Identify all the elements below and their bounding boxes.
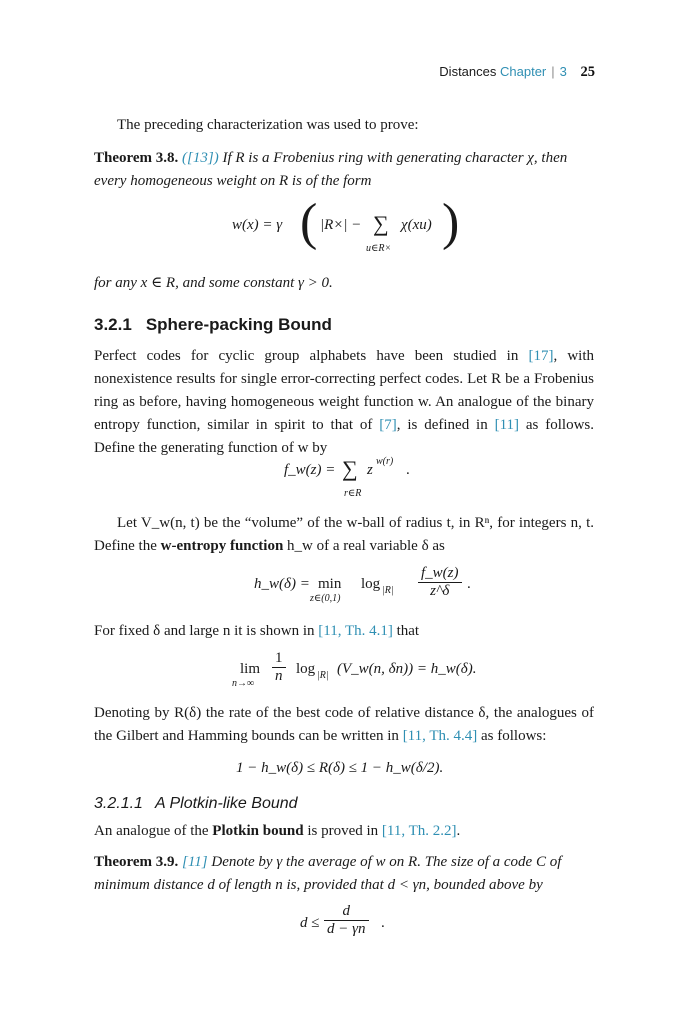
chapter-number: 3 [559,64,567,79]
eq1-lhs: w(x) = γ [232,217,283,233]
eq2-exponent: w(r) [376,456,394,467]
left-paren: ( [300,194,318,251]
bold-term: w-entropy function [160,538,284,554]
sum-symbol: ∑ [342,456,358,481]
chapter-word: Chapter [500,64,547,79]
fraction [272,650,286,685]
text-run: Denoting by R(δ) the rate of the best code of relative distance δ, the analogues of the Gilbert and Hamming bounds can be written in [94,705,594,744]
bold-term: Plotkin bound [212,823,304,839]
paragraph-intro: The preceding characterization was used to prove: [117,117,419,133]
denominator: n [275,668,283,684]
theorem-3-8 [94,147,594,193]
text-run: h_w of a real variable δ as [283,538,445,554]
header-separator: | [551,64,555,79]
citation-link[interactable]: [11] [182,854,208,870]
sum-symbol: ∑ [373,211,389,236]
theorem-statement: If R is a Frobenius ring with generating character χ, then every homogeneous weight on R is of the form [94,150,568,189]
min-subscript: z∈(0,1) [310,593,341,604]
text-run: is proved in [303,823,382,839]
denominator: d − γn [327,921,366,937]
paragraph-rate-bounds [94,702,594,748]
citation-link[interactable]: [7] [379,417,397,433]
eq6-lhs: d ≤ [300,915,320,931]
section-heading-3-2-1-1 [94,795,298,813]
numerator: f_w(z) [418,565,462,583]
denominator: z^δ [430,583,450,599]
min-operator: min [318,576,342,592]
paragraph-volume [94,512,594,558]
eq4-rest: (V_w(n, δn)) = h_w(δ). [337,661,477,677]
numerator: d [324,903,369,921]
log-operator: log [361,576,381,592]
citation-link[interactable]: ([13]) [182,150,219,166]
text-run: , is defined in [396,417,495,433]
page-number: 25 [580,64,595,80]
paragraph-plotkin [94,820,594,843]
sum-subscript: u∈R× [366,243,392,254]
text-run: Perfect codes for cyclic group alphabets have been studied in [94,348,529,364]
citation-link[interactable]: [11, Th. 2.2] [381,823,457,839]
paragraph-fixed-delta [94,620,594,643]
eq3-lhs: h_w(δ) = [254,576,310,592]
right-paren: ) [442,194,460,251]
text-run: For fixed δ and large n it is shown in [94,623,319,639]
section-number: 3.2.1.1 [94,795,143,812]
running-title: Distances [439,64,497,79]
section-heading-3-2-1 [94,315,332,335]
log-subscript: |R| [317,670,329,681]
eq6-end: . [381,915,385,931]
citation-link[interactable]: [11, Th. 4.1] [318,623,393,639]
eq3-end: . [467,576,471,592]
eq1-term: |R×| − [320,217,362,233]
fraction [324,903,369,938]
equation-gilbert-hamming: 1 − h_w(δ) ≤ R(δ) ≤ 1 − h_w(δ/2). [236,760,444,776]
text-run: as follows: [477,728,547,744]
numerator: 1 [272,650,286,668]
section-title: A Plotkin-like Bound [154,795,298,812]
text-run: as follows. Define the generating function of w by [94,417,594,456]
theorem-label: Theorem 3.9. [94,854,179,870]
theorem-3-8-tail: for any x ∈ R, and some constant γ > 0. [94,275,333,291]
text-run: , with nonexistence results for single error-correcting perfect codes. Let R be a Frobenius ring as before, having homogeneous weight function w. An analogue of the binary entropy function, similar in spirit to that of [94,348,594,433]
citation-link[interactable]: [11, Th. 4.4] [402,728,478,744]
theorem-3-9 [94,851,594,897]
log-operator: log [296,661,316,677]
fraction [418,565,462,600]
theorem-label: Theorem 3.8. [94,150,179,166]
citation-link[interactable]: [11] [494,417,520,433]
section-number: 3.2.1 [94,315,132,334]
paragraph-perfect-codes [94,345,594,460]
sum-subscript: r∈R [344,488,362,499]
section-title: Sphere-packing Bound [145,315,332,334]
log-subscript: |R| [382,585,394,596]
eq2-base: z [367,462,373,478]
eq1-summand: χ(xu) [401,217,432,233]
text-run: Let V_w(n, t) be the “volume” of the w-ball of radius t, in Rⁿ, for integers n, t. Define the [94,515,594,554]
lim-subscript: n→∞ [232,678,255,689]
lim-operator: lim [240,661,261,677]
theorem-statement: Denote by γ the average of w on R. The size of a code C of minimum distance d of length n is, provided that d < γn, bounded above by [94,854,562,893]
text-run: . [456,823,461,839]
eq2-lhs: f_w(z) = [284,462,336,478]
citation-link[interactable]: [17] [528,348,554,364]
eq2-end: . [406,462,410,478]
text-run: An analogue of the [94,823,213,839]
text-run: that [392,623,420,639]
running-header [439,64,595,81]
